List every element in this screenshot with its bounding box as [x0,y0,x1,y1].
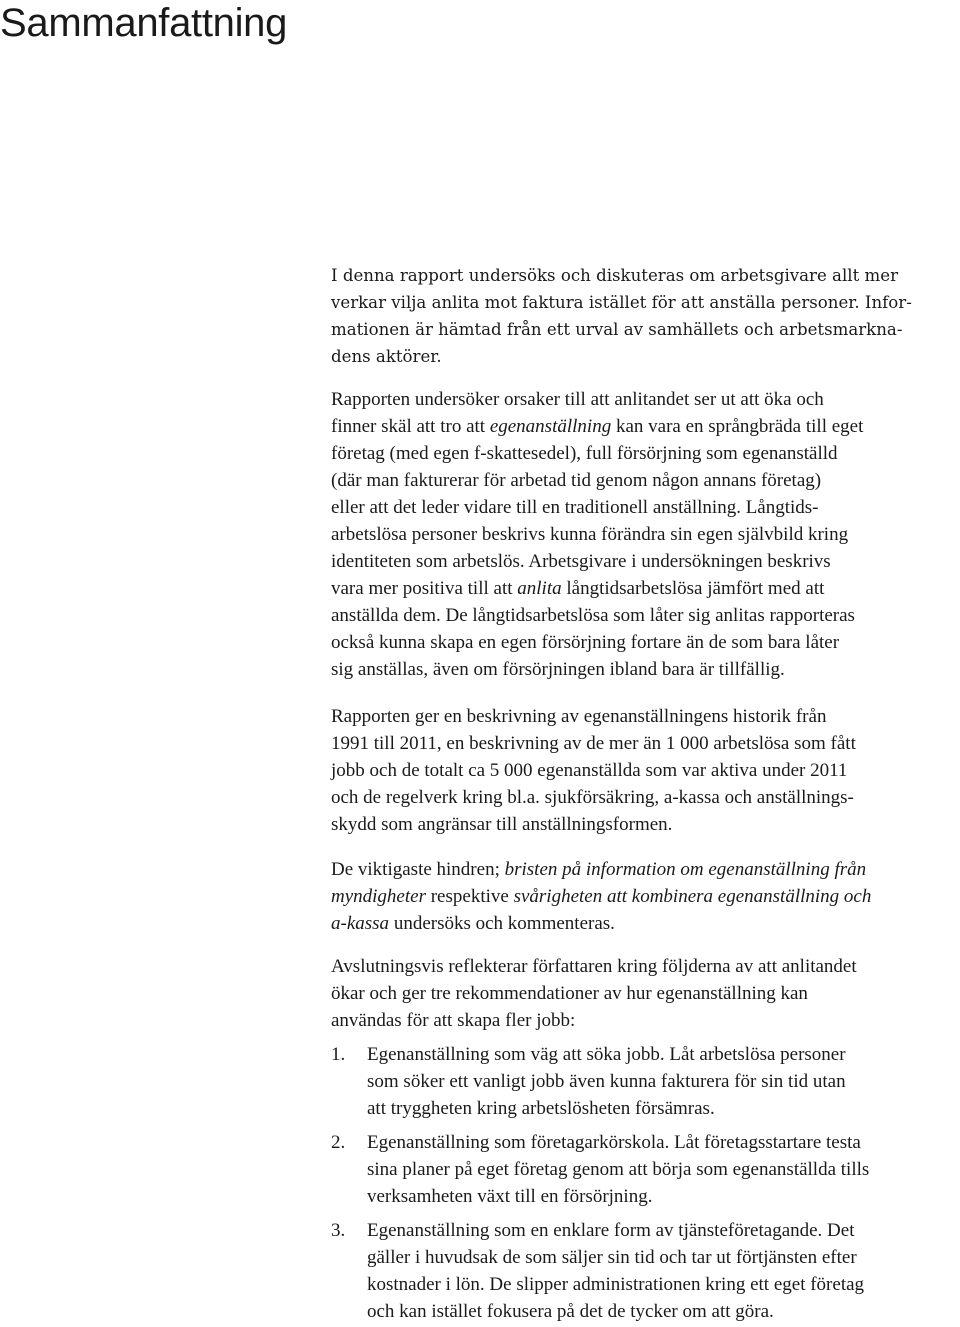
text-line: användas för att skapa fler jobb: [331,1010,576,1031]
text-line: och kan istället fokusera på det de tycker om att göra. [367,1301,774,1322]
text-line: Egenanställning som företagarkörskola. Låt företagsstartare testa [367,1132,861,1153]
list-number: 2. [331,1132,346,1153]
text-line: företag (med egen f-skattesedel), full försörjning som egenanställd [331,443,838,464]
text-line: arbetslösa personer beskrivs kunna förändra sin egen självbild kring [331,524,849,545]
text-line: Egenanställning som en enklare form av tjänsteföretagande. Det [367,1220,855,1241]
text-line: I denna rapport undersöks och diskuteras om arbetsgivare allt mer [331,266,898,285]
text-line: också kunna skapa en egen försörjning fortare än de som bara låter [331,632,840,653]
text-segment: långtidsarbetslösa jämfört med att [561,578,825,599]
text-line: Rapporten ger en beskrivning av egenanställningens historik från [331,706,827,727]
text-line: dens aktörer. [331,347,442,366]
emphasis-text: bristen på information om egenanställning från [504,859,867,880]
text-line: gäller i huvudsak de som säljer sin tid och tar ut förtjänsten efter [367,1247,857,1268]
text-segment: finner skäl att tro att [331,416,490,437]
emphasis-text: svårigheten att kombinera egenanställning och [513,886,872,907]
text-line: mationen är hämtad från ett urval av samhällets och arbetsmarkna- [331,320,903,339]
text-line: som söker ett vanligt jobb även kunna fakturera för sin tid utan [367,1071,846,1092]
text-line: verksamheten växt till en försörjning. [367,1186,653,1207]
text-line: sig anställas, även om försörjningen ibland bara är tillfällig. [331,659,785,680]
text-line: Rapporten undersöker orsaker till att anlitandet ser ut att öka och [331,389,824,410]
text-line: att tryggheten kring arbetslösheten försämras. [367,1098,715,1119]
text-line: ökar och ger tre rekommendationer av hur egenanställning kan [331,983,808,1004]
list-number: 1. [331,1044,346,1065]
text-segment: De viktigaste hindren; [331,859,505,880]
text-line: och de regelverk kring bl.a. sjukförsäkring, a-kassa och anställnings- [331,787,854,808]
text-line: Avslutningsvis reflekterar författaren kring följderna av att anlitandet [331,956,857,977]
page-title: Sammanfattning [0,1,288,45]
text-line: jobb och de totalt ca 5 000 egenanställda som var aktiva under 2011 [331,760,848,781]
text-line [331,910,615,937]
text-line: kostnader i lön. De slipper administrationen kring ett eget företag [367,1274,865,1295]
text-line [331,413,863,440]
text-line: verkar vilja anlita mot faktura istället för att anställa personer. Infor- [331,293,912,312]
text-line: (där man fakturerar för arbetad tid genom någon annans företag) [331,470,822,491]
text-line: anställda dem. De långtidsarbetslösa som låter sig anlitas rapporteras [331,605,855,626]
emphasis-text: egenanställning [489,416,612,437]
emphasis-text: myndigheter [331,886,426,907]
emphasis-text: anlita [517,578,562,599]
text-segment: vara mer positiva till att [331,578,518,599]
text-line: identiteten som arbetslös. Arbetsgivare i undersökningen beskrivs [331,551,831,572]
text-line: eller att det leder vidare till en traditionell anställning. Långtids- [331,497,819,518]
text-line: skydd som angränsar till anställningsformen. [331,814,673,835]
text-line: 1991 till 2011, en beskrivning av de mer än 1 000 arbetslösa som fått [331,733,856,754]
list-number: 3. [331,1220,346,1241]
text-line: Egenanställning som väg att söka jobb. Låt arbetslösa personer [367,1044,846,1065]
text-line [331,856,866,883]
emphasis-text: a-kassa [331,913,390,934]
text-line [331,575,824,602]
text-line: sina planer på eget företag genom att börja som egenanställda tills [367,1159,870,1180]
text-segment: respektive [425,886,514,907]
text-line [331,883,871,910]
text-segment: undersöks och kommenteras. [389,913,615,934]
text-segment: kan vara en språngbräda till eget [611,416,864,437]
